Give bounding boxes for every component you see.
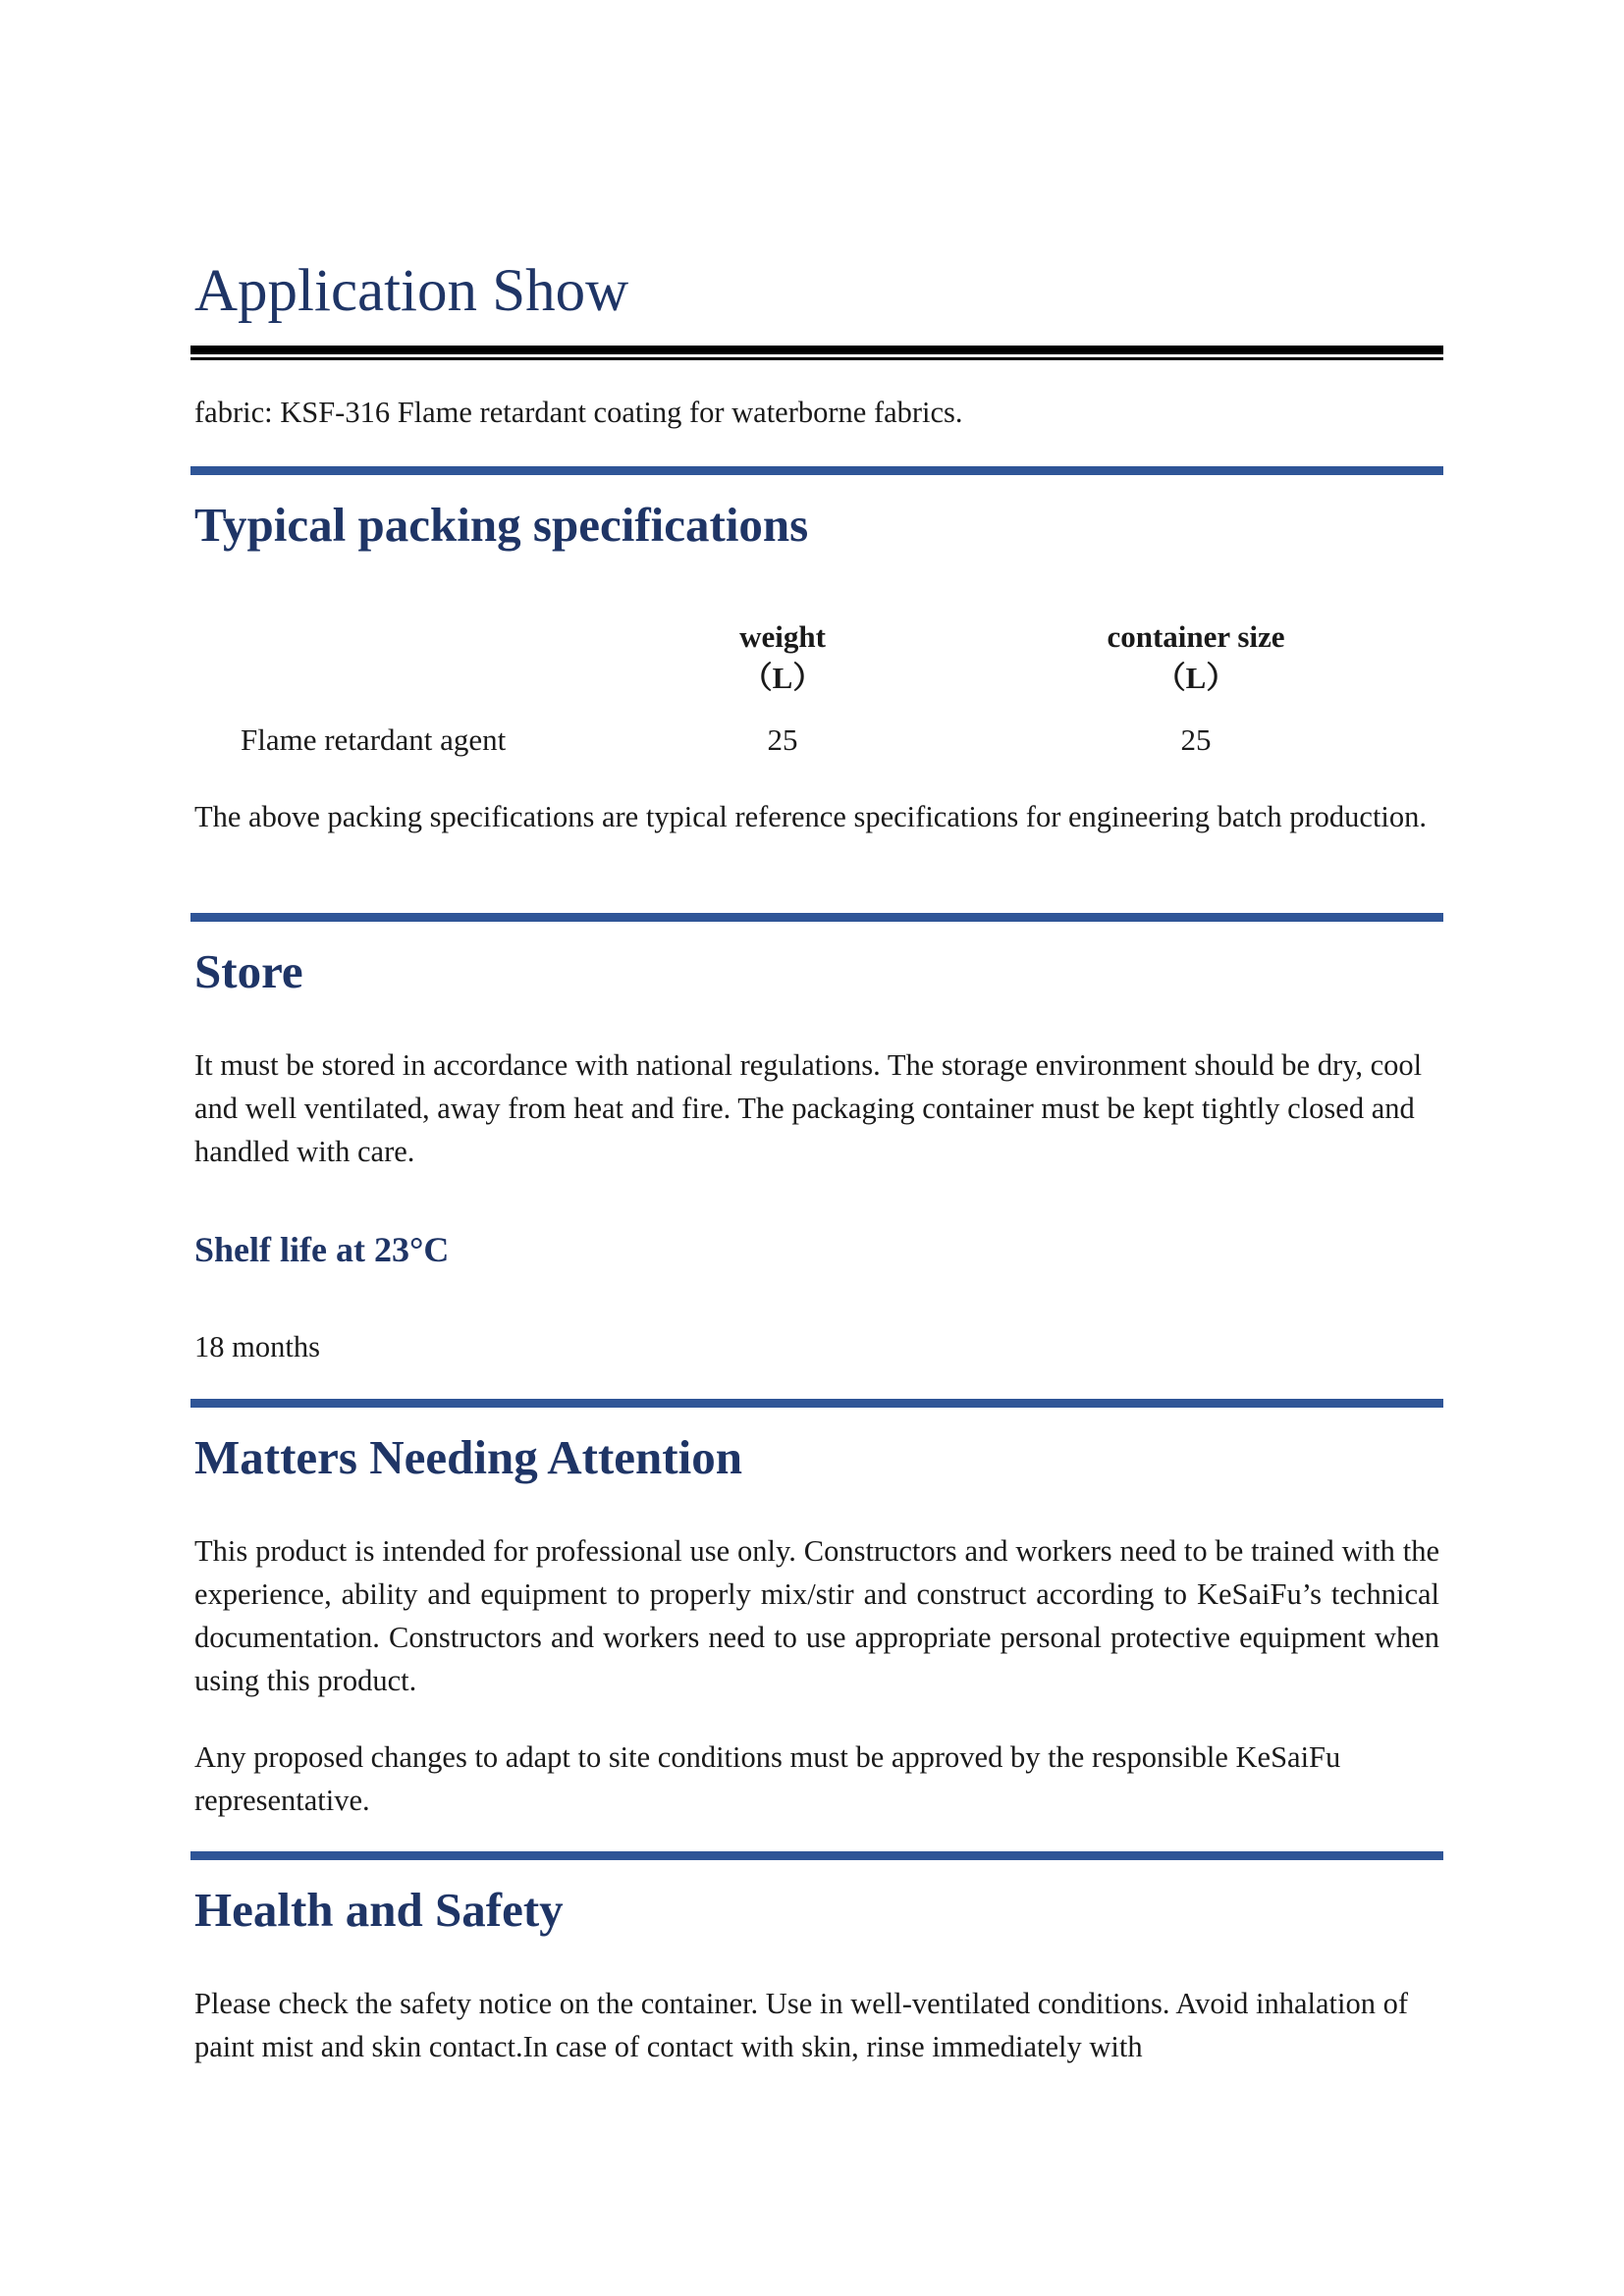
store-heading: Store (194, 944, 303, 998)
section-divider (190, 913, 1443, 922)
store-text: It must be stored in accordance with national regulations. The storage environment should be dry, cool and well ventilated, away from heat and fire. The packaging container must be kept tightly closed and handled with care. (194, 1048, 1423, 1168)
packing-note: The above packing specifications are typical reference specifications for engineering batch production. (194, 800, 1428, 833)
table-cell-weight: 25 (767, 722, 798, 757)
health-text: Please check the safety notice on the container. Use in well-ventilated conditions. Avoid inhalation of paint mist and skin contact.In case of contact with skin, rinse immediately with (194, 1987, 1409, 2063)
title-rule-thin (190, 357, 1443, 360)
intro-text: fabric: KSF-316 Flame retardant coating for waterborne fabrics. (194, 396, 963, 429)
table-row-label: Flame retardant agent (241, 722, 507, 757)
column-header-label: container size (1107, 619, 1285, 654)
attention-heading: Matters Needing Attention (194, 1430, 742, 1484)
column-header-weight (684, 616, 881, 699)
section-divider (190, 1399, 1443, 1408)
packing-heading: Typical packing specifications (194, 498, 809, 552)
column-header-container-size (1049, 616, 1343, 699)
column-header-label: weight (739, 619, 826, 654)
section-divider (190, 466, 1443, 475)
column-header-unit: （L） (741, 661, 824, 695)
page-title: Application Show (194, 258, 629, 324)
table-cell-container-size: 25 (1180, 722, 1212, 757)
shelf-life-heading: Shelf life at 23°C (194, 1230, 450, 1269)
attention-paragraph: Any proposed changes to adapt to site conditions must be approved by the responsible KeSaiFu representative. (194, 1740, 1341, 1817)
health-heading: Health and Safety (194, 1883, 564, 1937)
section-divider (190, 1851, 1443, 1860)
column-header-unit: （L） (1155, 661, 1237, 695)
title-rule-thick (190, 346, 1443, 354)
attention-paragraph: This product is intended for professional use only. Constructors and workers need to be trained with the experience, ability and equipment to properly mix/stir and construct according to KeSaiFu’s technical documentation. Constructors and workers need to use appropriate personal protective equipment when using this product. (194, 1534, 1439, 1697)
shelf-life-value: 18 months (194, 1330, 320, 1363)
